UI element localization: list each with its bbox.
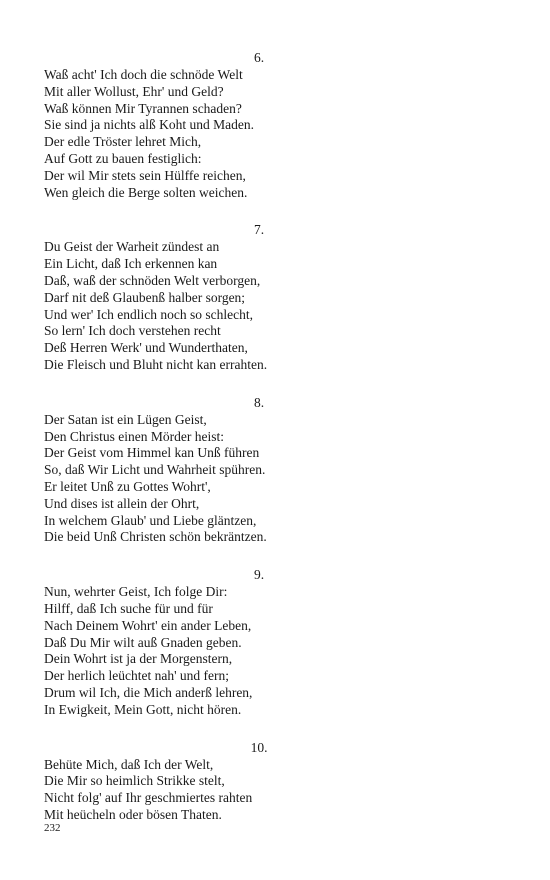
stanza-6 (44, 50, 474, 201)
page-number: 232 (44, 822, 61, 834)
stanza-10 (44, 740, 474, 824)
verse-line: Nun, wehrter Geist, Ich folge Dir: (44, 584, 228, 600)
verse-line: Behüte Mich, daß Ich der Welt, (44, 756, 214, 772)
verse-line: Der Satan ist ein Lügen Geist, (44, 411, 207, 427)
verse-line: Der herlich leüchtet nah' und fern; (44, 668, 229, 684)
verse-line: Deß Herren Werk' und Wunderthaten, (44, 340, 248, 356)
verse-line: So lern' Ich doch verstehen recht (44, 323, 221, 339)
verse-line: Der Geist vom Himmel kan Unß führen (44, 445, 260, 461)
verse-line: Mit heücheln oder bösen Thaten. (44, 806, 222, 822)
stanza-number: 7. (253, 222, 265, 238)
verse-line: Du Geist der Warheit zündest an (44, 239, 220, 255)
verse-line: Mit aller Wollust, Ehr' und Geld? (44, 83, 224, 99)
poem-page (44, 50, 474, 845)
stanza-number: 6. (253, 50, 265, 65)
verse-line: In welchem Glaub' und Liebe gläntzen, (44, 512, 257, 528)
verse-line: Hilff, daß Ich suche für und für (44, 600, 213, 616)
verse-line: Und dises ist allein der Ohrt, (44, 495, 200, 511)
stanza-9 (44, 567, 474, 718)
verse-line: Daß, waß der schnöden Welt verborgen, (44, 272, 261, 288)
verse-line: Sie sind ja nichts alß Koht und Maden. (44, 117, 254, 133)
stanza-number: 9. (253, 567, 265, 583)
verse-line: Der edle Tröster lehret Mich, (44, 134, 202, 150)
verse-line: Darf nit deß Glaubenß halber sorgen; (44, 289, 246, 305)
stanza-number: 10. (250, 739, 268, 755)
verse-line: Er leitet Unß zu Gottes Wohrt', (44, 478, 211, 494)
verse-line: In Ewigkeit, Mein Gott, nicht hören. (44, 701, 242, 717)
verse-line: Der wil Mir stets sein Hülffe reichen, (44, 167, 246, 183)
verse-line: Den Christus einen Mörder heist: (44, 428, 224, 444)
verse-line: Ein Licht, daß Ich erkennen kan (44, 256, 218, 272)
verse-line: Die Mir so heimlich Strikke stelt, (44, 773, 225, 789)
verse-line: Daß Du Mir wilt auß Gnaden geben. (44, 634, 242, 650)
stanza-7 (44, 222, 474, 373)
verse-line: Drum wil Ich, die Mich anderß lehren, (44, 684, 253, 700)
verse-line: Waß acht' Ich doch die schnöde Welt (44, 67, 243, 82)
verse-line: Auf Gott zu bauen festiglich: (44, 150, 202, 166)
verse-line: Nach Deinem Wohrt' ein ander Leben, (44, 617, 252, 633)
verse-line: Waß können Mir Tyrannen schaden? (44, 100, 242, 116)
stanza-8 (44, 395, 474, 546)
stanza-number: 8. (253, 394, 265, 410)
verse-line: Die beid Unß Christen schön bekräntzen. (44, 529, 267, 545)
verse-line: Wen gleich die Berge solten weichen. (44, 184, 248, 200)
verse-line: So, daß Wir Licht und Wahrheit spühren. (44, 462, 266, 478)
verse-line: Nicht folg' auf Ihr geschmiertes rahten (44, 790, 253, 806)
verse-line: Dein Wohrt ist ja der Morgenstern, (44, 651, 233, 667)
verse-line: Die Fleisch und Bluht nicht kan errahten. (44, 356, 268, 372)
verse-line: Und wer' Ich endlich noch so schlecht, (44, 306, 253, 322)
